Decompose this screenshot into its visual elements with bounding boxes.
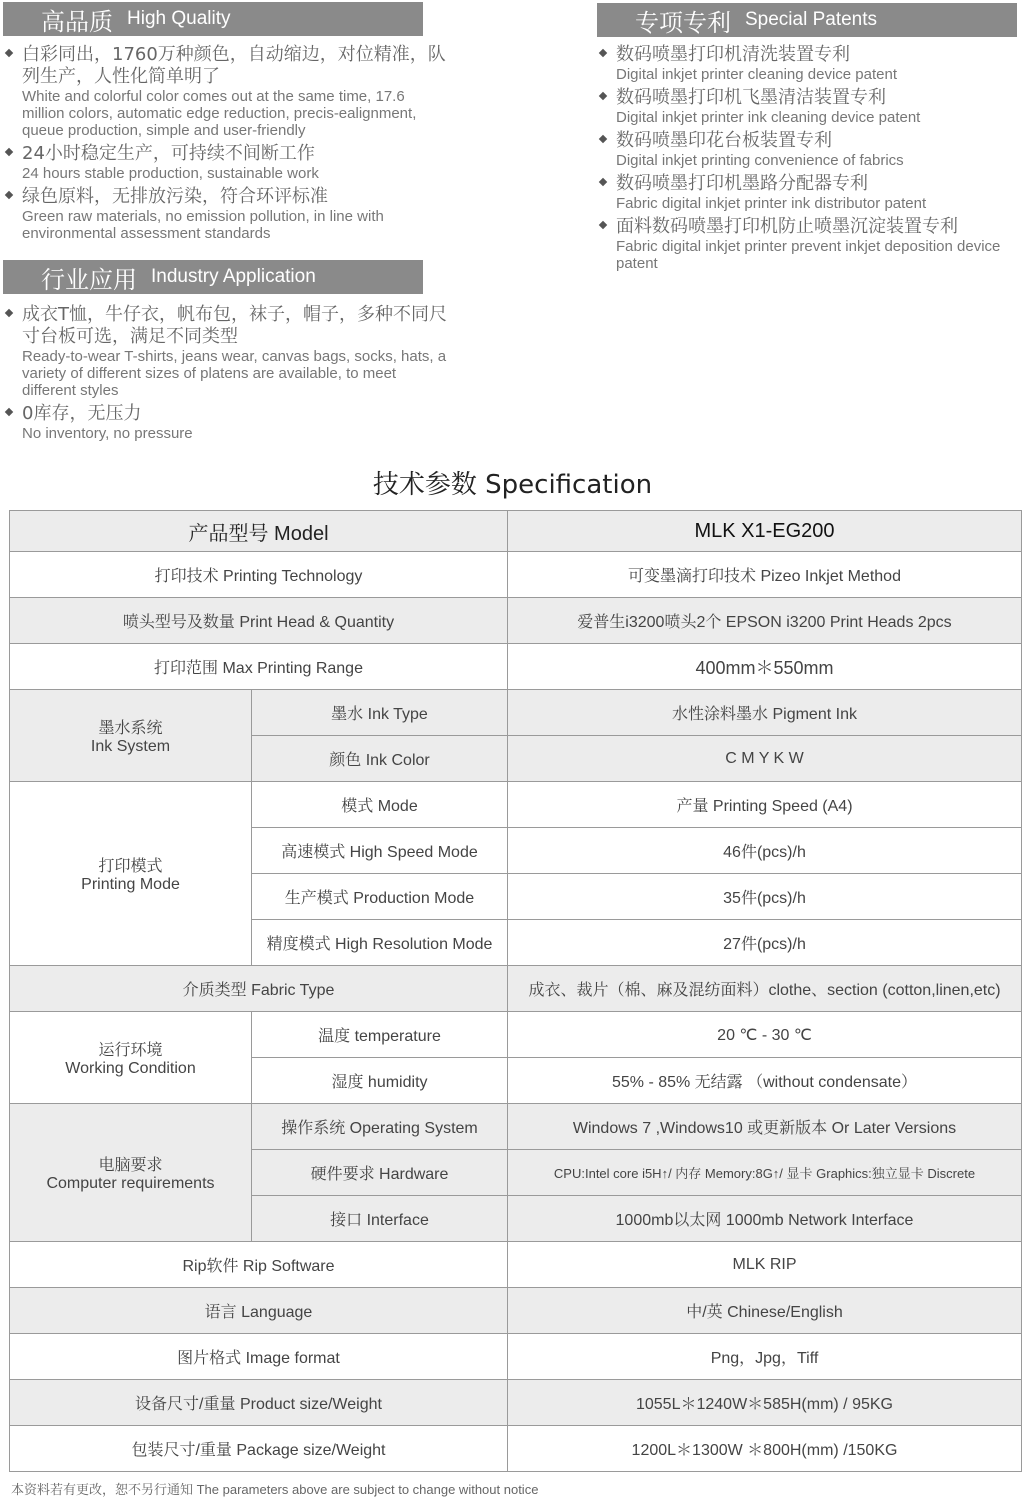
- print-head-label: 喷头型号及数量 Print Head & Quantity: [10, 598, 508, 644]
- table-row: [10, 1242, 1022, 1288]
- table-row: [10, 598, 1022, 644]
- bullet-diamond-icon: [599, 221, 607, 229]
- bullet-diamond-icon: [5, 309, 13, 317]
- ink-color-value: C M Y K W: [508, 736, 1022, 782]
- package-size-label: 包装尺寸/重量 Package size/Weight: [10, 1426, 508, 1472]
- package-size-value: 1200L＊1300W ＊800H(mm) /150KG: [508, 1426, 1022, 1472]
- industry-title-zh: 行业应用: [41, 265, 137, 294]
- image-format-label: 图片格式 Image format: [10, 1334, 508, 1380]
- env-cell: 运行环境 Working Condition: [10, 1012, 252, 1104]
- high-res-value: 27件(pcs)/h: [508, 920, 1022, 966]
- bullet-diamond-icon: [599, 92, 607, 100]
- print-tech-label: 打印技术 Printing Technology: [10, 552, 508, 598]
- range-label: 打印范围 Max Printing Range: [10, 644, 508, 690]
- computer-cell: 电脑要求 Computer requirements: [10, 1104, 252, 1242]
- production-label: 生产模式 Production Mode: [252, 874, 508, 920]
- table-row: [10, 644, 1022, 690]
- table-row: [10, 511, 1022, 552]
- list-item: 白彩同出，1760万种颜色，自动缩边，对位精准，队列生产，人性化简单明了 White and colorful color comes out at the same time, 17.6 million colors, automatic edge reduction, precis-ealignment, queue production, simple and user-friendly: [4, 44, 449, 139]
- patents-header: [597, 3, 1017, 37]
- list-item: 绿色原料，无排放污染，符合环评标准 Green raw materials, no emission pollution, in line with environmental assessment standards: [4, 186, 449, 242]
- table-row: [10, 1380, 1022, 1426]
- os-label: 操作系统 Operating System: [252, 1104, 508, 1150]
- list-item: 数码喷墨印花台板装置专利 Digital inkjet printing convenience of fabrics: [598, 130, 1018, 169]
- print-tech-value: 可变墨滴打印技术 Pizeo Inkjet Method: [508, 552, 1022, 598]
- image-format-value: Png，Jpg，Tiff: [508, 1334, 1022, 1380]
- industry-title-en: Industry Application: [151, 266, 316, 287]
- temp-label: 温度 temperature: [252, 1012, 508, 1058]
- rip-label: Rip软件 Rip Software: [10, 1242, 508, 1288]
- quality-title-zh: 高品质: [41, 7, 113, 36]
- quality-header: [3, 2, 423, 36]
- bullet-diamond-icon: [599, 135, 607, 143]
- bullet-diamond-icon: [5, 191, 13, 199]
- list-item: 0库存，无压力 No inventory, no pressure: [4, 403, 454, 442]
- patents-title-zh: 专项专利: [635, 8, 731, 37]
- print-head-value: 爱普生i3200喷头2个 EPSON i3200 Print Heads 2pcs: [508, 598, 1022, 644]
- temp-value: 20 ℃ - 30 ℃: [508, 1012, 1022, 1058]
- footnote: 本资料若有更改，恕不另行通知 The parameters above are subject to change without notice: [11, 1482, 539, 1497]
- language-label: 语言 Language: [10, 1288, 508, 1334]
- ink-type-label: 墨水 Ink Type: [252, 690, 508, 736]
- mode-value: 产量 Printing Speed (A4): [508, 782, 1022, 828]
- interface-value: 1000mb以太网 1000mb Network Interface: [508, 1196, 1022, 1242]
- quality-list: [4, 44, 449, 246]
- list-item: 成衣T恤，牛仔衣，帆布包，袜子，帽子，多种不同尺寸台板可选，满足不同类型 Ready-to-wear T-shirts, jeans wear, canvas bags, socks, hats, a variety of different sizes of platens are available, to meet different styles: [4, 304, 454, 399]
- bullet-diamond-icon: [599, 49, 607, 57]
- bullet-diamond-icon: [5, 408, 13, 416]
- table-row: [10, 1012, 1022, 1058]
- patents-list: [598, 44, 1018, 276]
- product-size-value: 1055L＊1240W＊585H(mm) / 95KG: [508, 1380, 1022, 1426]
- industry-list: [4, 304, 454, 446]
- bullet-diamond-icon: [5, 49, 13, 57]
- high-res-label: 精度模式 High Resolution Mode: [252, 920, 508, 966]
- model-value: MLK X1-EG200: [508, 511, 1022, 552]
- fabric-value: 成衣、裁片（棉、麻及混纺面料）clothe、section (cotton,linen,etc): [508, 966, 1022, 1012]
- product-size-label: 设备尺寸/重量 Product size/Weight: [10, 1380, 508, 1426]
- fabric-label: 介质类型 Fabric Type: [10, 966, 508, 1012]
- table-row: [10, 690, 1022, 736]
- model-label: 产品型号 Model: [10, 511, 508, 552]
- table-row: [10, 1334, 1022, 1380]
- humidity-value: 55% - 85% 无结露 （without condensate）: [508, 1058, 1022, 1104]
- table-row: [10, 966, 1022, 1012]
- rip-value: MLK RIP: [508, 1242, 1022, 1288]
- list-item: 24小时稳定生产，可持续不间断工作 24 hours stable production, sustainable work: [4, 143, 449, 182]
- mode-label: 模式 Mode: [252, 782, 508, 828]
- os-value: Windows 7 ,Windows10 或更新版本 Or Later Versions: [508, 1104, 1022, 1150]
- print-mode-cell: 打印模式 Printing Mode: [10, 782, 252, 966]
- interface-label: 接口 Interface: [252, 1196, 508, 1242]
- list-item: 数码喷墨打印机飞墨清洁装置专利 Digital inkjet printer ink cleaning device patent: [598, 87, 1018, 126]
- industry-header: [3, 260, 423, 294]
- patents-title-en: Special Patents: [745, 9, 878, 30]
- ink-type-value: 水性涂料墨水 Pigment Ink: [508, 690, 1022, 736]
- table-row: [10, 782, 1022, 828]
- list-item: 数码喷墨打印机墨路分配器专利 Fabric digital inkjet printer ink distributor patent: [598, 173, 1018, 212]
- spec-table: [9, 510, 1022, 1472]
- table-row: [10, 552, 1022, 598]
- hardware-value: CPU:Intel core i5H↑/ 内存 Memory:8G↑/ 显卡 Graphics:独立显卡 Discrete: [508, 1150, 1022, 1196]
- production-value: 35件(pcs)/h: [508, 874, 1022, 920]
- ink-color-label: 颜色 Ink Color: [252, 736, 508, 782]
- spec-title: 技术参数 Specification: [372, 470, 653, 500]
- table-row: [10, 1288, 1022, 1334]
- humidity-label: 湿度 humidity: [252, 1058, 508, 1104]
- high-speed-value: 46件(pcs)/h: [508, 828, 1022, 874]
- hardware-label: 硬件要求 Hardware: [252, 1150, 508, 1196]
- range-value: 400mm＊550mm: [508, 644, 1022, 690]
- language-value: 中/英 Chinese/English: [508, 1288, 1022, 1334]
- table-row: [10, 1426, 1022, 1472]
- quality-title-en: High Quality: [127, 8, 231, 29]
- list-item: 面料数码喷墨打印机防止喷墨沉淀装置专利 Fabric digital inkjet printer prevent inkjet deposition device patent: [598, 216, 1018, 272]
- list-item: 数码喷墨打印机清洗装置专利 Digital inkjet printer cleaning device patent: [598, 44, 1018, 83]
- table-row: [10, 1104, 1022, 1150]
- high-speed-label: 高速模式 High Speed Mode: [252, 828, 508, 874]
- ink-system-cell: 墨水系统 Ink System: [10, 690, 252, 782]
- bullet-diamond-icon: [5, 148, 13, 156]
- bullet-diamond-icon: [599, 178, 607, 186]
